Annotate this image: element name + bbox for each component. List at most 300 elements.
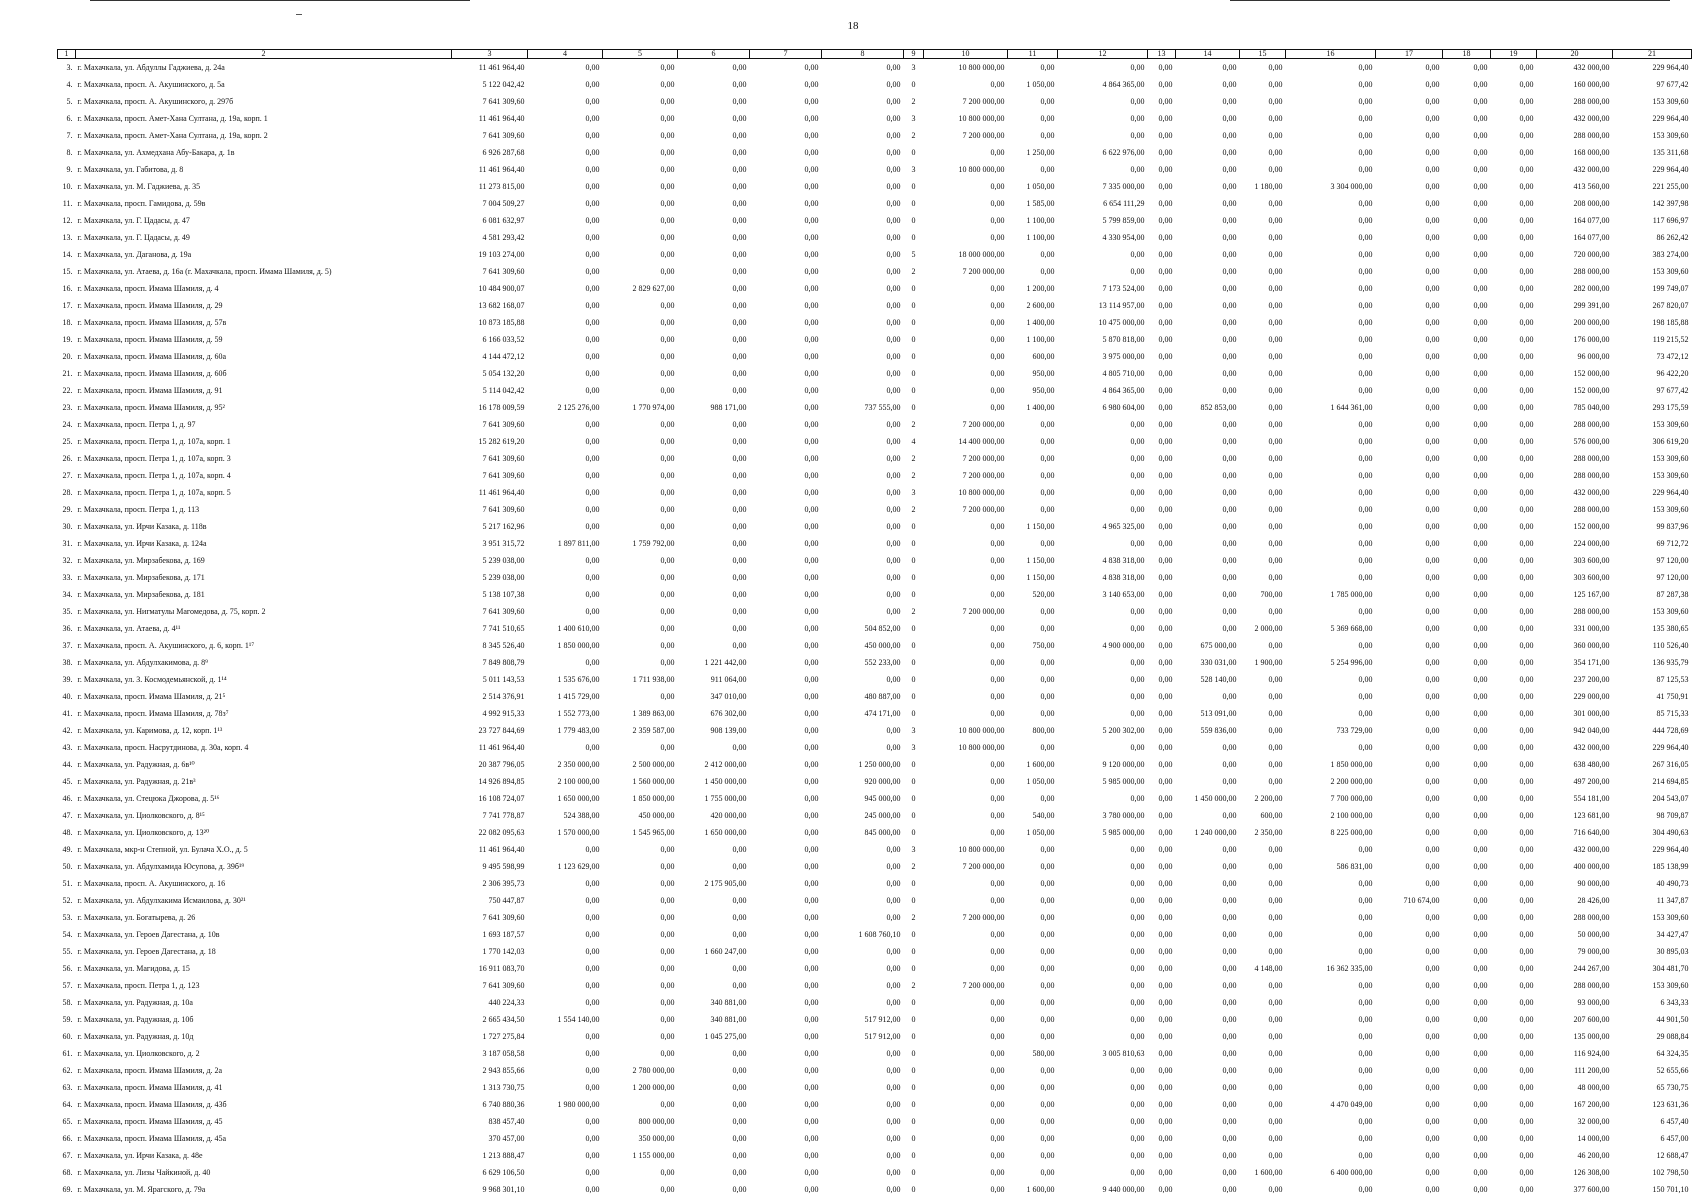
value-cell-col-19: 0,00	[1519, 641, 1534, 650]
value-cell-col-18: 0,00	[1473, 216, 1488, 225]
value-cell-col-3: 2 943 855,66	[482, 1066, 525, 1075]
address-cell: г. Махачкала, просп. Имама Шамиля, д. 45	[77, 1117, 223, 1126]
value-cell-col-11: 0,00	[1040, 845, 1055, 854]
value-cell-col-17: 0,00	[1425, 879, 1440, 888]
table-row	[58, 127, 1692, 144]
address-cell: г. Махачкала, ул. Радужная, д. 21в³	[77, 777, 196, 786]
row-number: 66.	[62, 1134, 73, 1143]
value-cell-col-15: 0,00	[1268, 845, 1283, 854]
value-cell-col-19: 0,00	[1519, 1100, 1534, 1109]
value-cell-col-12: 0,00	[1130, 981, 1145, 990]
value-cell-col-8: 0,00	[886, 1117, 901, 1126]
value-cell-col-16: 0,00	[1358, 165, 1373, 174]
value-cell-col-15: 0,00	[1268, 352, 1283, 361]
value-cell-col-5: 1 759 792,00	[632, 539, 675, 548]
value-cell-col-14: 0,00	[1222, 505, 1237, 514]
value-cell-col-17: 0,00	[1425, 148, 1440, 157]
value-cell-col-21: 119 215,52	[1652, 335, 1689, 344]
value-cell-col-20: 497 200,00	[1573, 777, 1610, 786]
table-row	[58, 654, 1692, 671]
capital-repair-table	[57, 49, 1692, 1198]
value-cell-col-17: 0,00	[1425, 777, 1440, 786]
value-cell-col-18: 0,00	[1473, 964, 1488, 973]
value-cell-col-8: 0,00	[886, 420, 901, 429]
value-cell-col-9: 5	[911, 250, 916, 259]
value-cell-col-12: 5 870 818,00	[1102, 335, 1145, 344]
value-cell-col-5: 0,00	[660, 573, 675, 582]
value-cell-col-11: 0,00	[1040, 1168, 1055, 1177]
table-row	[58, 943, 1692, 960]
value-cell-col-7: 0,00	[804, 114, 819, 123]
value-cell-col-10: 0,00	[990, 318, 1005, 327]
value-cell-col-3: 7 741 778,87	[482, 811, 525, 820]
table-row	[58, 909, 1692, 926]
value-cell-col-10: 0,00	[990, 1117, 1005, 1126]
value-cell-col-3: 11 461 964,40	[478, 743, 525, 752]
value-cell-col-21: 229 964,40	[1652, 165, 1689, 174]
value-cell-col-10: 0,00	[990, 386, 1005, 395]
column-header-6: 6	[678, 50, 750, 59]
value-cell-col-5: 0,00	[660, 1168, 675, 1177]
value-cell-col-16: 0,00	[1358, 573, 1373, 582]
value-cell-col-18: 0,00	[1473, 539, 1488, 548]
value-cell-col-14: 0,00	[1222, 233, 1237, 242]
row-number: 54.	[62, 930, 73, 939]
value-cell-col-4: 0,00	[585, 335, 600, 344]
value-cell-col-16: 2 100 000,00	[1330, 811, 1373, 820]
value-cell-col-10: 0,00	[990, 1134, 1005, 1143]
row-number: 48.	[62, 828, 73, 837]
value-cell-col-9: 0	[911, 1015, 916, 1024]
value-cell-col-13: 0,00	[1158, 607, 1173, 616]
value-cell-col-21: 97 120,00	[1656, 573, 1689, 582]
value-cell-col-15: 0,00	[1268, 131, 1283, 140]
value-cell-col-6: 2 175 905,00	[704, 879, 747, 888]
value-cell-col-5: 0,00	[660, 199, 675, 208]
value-cell-col-13: 0,00	[1158, 947, 1173, 956]
value-cell-col-9: 0	[911, 1134, 916, 1143]
value-cell-col-17: 0,00	[1425, 590, 1440, 599]
value-cell-col-9: 0	[911, 709, 916, 718]
value-cell-col-5: 0,00	[660, 1015, 675, 1024]
value-cell-col-5: 1 389 863,00	[632, 709, 675, 718]
value-cell-col-3: 15 282 619,20	[478, 437, 525, 446]
value-cell-col-19: 0,00	[1519, 301, 1534, 310]
value-cell-col-21: 153 309,60	[1652, 913, 1689, 922]
value-cell-col-11: 1 150,00	[1026, 522, 1055, 531]
value-cell-col-20: 432 000,00	[1573, 488, 1610, 497]
value-cell-col-11: 0,00	[1040, 794, 1055, 803]
value-cell-col-5: 0,00	[660, 947, 675, 956]
value-cell-col-8: 0,00	[886, 352, 901, 361]
value-cell-col-13: 0,00	[1158, 1049, 1173, 1058]
value-cell-col-3: 1 693 187,57	[482, 930, 525, 939]
value-cell-col-19: 0,00	[1519, 80, 1534, 89]
value-cell-col-3: 16 178 009,59	[478, 403, 525, 412]
value-cell-col-12: 3 780 000,00	[1102, 811, 1145, 820]
table-row	[58, 722, 1692, 739]
value-cell-col-17: 0,00	[1425, 437, 1440, 446]
value-cell-col-6: 0,00	[732, 1134, 747, 1143]
value-cell-col-21: 267 316,05	[1652, 760, 1689, 769]
value-cell-col-7: 0,00	[804, 726, 819, 735]
value-cell-col-12: 0,00	[1130, 539, 1145, 548]
value-cell-col-8: 0,00	[886, 182, 901, 191]
value-cell-col-21: 65 730,75	[1656, 1083, 1689, 1092]
value-cell-col-9: 3	[911, 63, 916, 72]
value-cell-col-12: 6 622 976,00	[1102, 148, 1145, 157]
value-cell-col-5: 1 770 974,00	[632, 403, 675, 412]
value-cell-col-20: 164 077,00	[1573, 216, 1610, 225]
value-cell-col-8: 737 555,00	[864, 403, 901, 412]
value-cell-col-10: 0,00	[990, 930, 1005, 939]
value-cell-col-16: 5 369 668,00	[1330, 624, 1373, 633]
value-cell-col-3: 11 461 964,40	[478, 488, 525, 497]
value-cell-col-10: 7 200 000,00	[962, 97, 1005, 106]
value-cell-col-13: 0,00	[1158, 386, 1173, 395]
value-cell-col-8: 0,00	[886, 675, 901, 684]
value-cell-col-15: 0,00	[1268, 284, 1283, 293]
value-cell-col-12: 0,00	[1130, 845, 1145, 854]
value-cell-col-14: 559 836,00	[1200, 726, 1237, 735]
value-cell-col-4: 0,00	[585, 301, 600, 310]
value-cell-col-6: 0,00	[732, 641, 747, 650]
value-cell-col-10: 0,00	[990, 1049, 1005, 1058]
value-cell-col-20: 32 000,00	[1577, 1117, 1610, 1126]
table-row	[58, 552, 1692, 569]
row-number: 39.	[62, 675, 73, 684]
value-cell-col-15: 0,00	[1268, 267, 1283, 276]
value-cell-col-18: 0,00	[1473, 607, 1488, 616]
value-cell-col-8: 0,00	[886, 454, 901, 463]
value-cell-col-9: 0	[911, 1066, 916, 1075]
value-cell-col-18: 0,00	[1473, 318, 1488, 327]
table-row	[58, 484, 1692, 501]
address-cell: г. Махачкала, просп. Насрутдинова, д. 30а, корп. 4	[77, 743, 249, 752]
value-cell-col-21: 86 262,42	[1656, 233, 1689, 242]
value-cell-col-17: 0,00	[1425, 182, 1440, 191]
value-cell-col-18: 0,00	[1473, 437, 1488, 446]
value-cell-col-8: 0,00	[886, 1151, 901, 1160]
value-cell-col-18: 0,00	[1473, 1117, 1488, 1126]
value-cell-col-13: 0,00	[1158, 148, 1173, 157]
value-cell-col-21: 142 397,98	[1652, 199, 1689, 208]
value-cell-col-19: 0,00	[1519, 386, 1534, 395]
value-cell-col-17: 0,00	[1425, 692, 1440, 701]
value-cell-col-20: 208 000,00	[1573, 199, 1610, 208]
value-cell-col-12: 0,00	[1130, 114, 1145, 123]
table-row	[58, 756, 1692, 773]
value-cell-col-9: 0	[911, 1117, 916, 1126]
row-number: 68.	[62, 1168, 73, 1177]
row-number: 6.	[66, 114, 73, 123]
row-number: 12.	[62, 216, 73, 225]
address-cell: г. Махачкала, просп. А. Акушинского, д. 6, корп. 1¹⁷	[77, 641, 255, 650]
value-cell-col-17: 0,00	[1425, 862, 1440, 871]
value-cell-col-3: 7 741 510,65	[482, 624, 525, 633]
value-cell-col-4: 0,00	[585, 1032, 600, 1041]
value-cell-col-4: 0,00	[585, 420, 600, 429]
address-cell: г. Махачкала, просп. А. Акушинского, д. 297б	[77, 97, 234, 106]
value-cell-col-18: 0,00	[1473, 930, 1488, 939]
value-cell-col-16: 0,00	[1358, 1049, 1373, 1058]
value-cell-col-13: 0,00	[1158, 641, 1173, 650]
value-cell-col-10: 0,00	[990, 1083, 1005, 1092]
value-cell-col-15: 1 600,00	[1254, 1168, 1283, 1177]
value-cell-col-7: 0,00	[804, 862, 819, 871]
value-cell-col-7: 0,00	[804, 1015, 819, 1024]
value-cell-col-17: 0,00	[1425, 726, 1440, 735]
value-cell-col-13: 0,00	[1158, 131, 1173, 140]
value-cell-col-10: 0,00	[990, 709, 1005, 718]
value-cell-col-15: 2 200,00	[1254, 794, 1283, 803]
row-number: 10.	[62, 182, 73, 191]
value-cell-col-13: 0,00	[1158, 1066, 1173, 1075]
value-cell-col-11: 1 250,00	[1026, 148, 1055, 157]
value-cell-col-15: 2 350,00	[1254, 828, 1283, 837]
value-cell-col-16: 0,00	[1358, 845, 1373, 854]
value-cell-col-11: 540,00	[1032, 811, 1055, 820]
value-cell-col-6: 0,00	[732, 284, 747, 293]
value-cell-col-20: 288 000,00	[1573, 607, 1610, 616]
value-cell-col-17: 0,00	[1425, 675, 1440, 684]
value-cell-col-14: 0,00	[1222, 352, 1237, 361]
value-cell-col-3: 13 682 168,07	[478, 301, 525, 310]
address-cell: г. Махачкала, просп. Имама Шамиля, д. 43б	[77, 1100, 227, 1109]
value-cell-col-12: 0,00	[1130, 250, 1145, 259]
value-cell-col-16: 0,00	[1358, 437, 1373, 446]
value-cell-col-14: 0,00	[1222, 539, 1237, 548]
address-cell: г. Махачкала, ул. Абдулхакима Исмаилова, д. 30²¹	[77, 896, 246, 905]
value-cell-col-21: 135 311,68	[1652, 148, 1689, 157]
value-cell-col-9: 0	[911, 1083, 916, 1092]
column-header-5: 5	[603, 50, 678, 59]
value-cell-col-9: 0	[911, 1032, 916, 1041]
value-cell-col-9: 0	[911, 148, 916, 157]
value-cell-col-16: 0,00	[1358, 505, 1373, 514]
value-cell-col-6: 0,00	[732, 165, 747, 174]
table-row	[58, 960, 1692, 977]
value-cell-col-4: 0,00	[585, 505, 600, 514]
value-cell-col-13: 0,00	[1158, 165, 1173, 174]
address-cell: г. Махачкала, ул. Циолковского, д. 2	[77, 1049, 200, 1058]
value-cell-col-14: 0,00	[1222, 590, 1237, 599]
value-cell-col-11: 1 050,00	[1026, 80, 1055, 89]
value-cell-col-17: 0,00	[1425, 1117, 1440, 1126]
value-cell-col-7: 0,00	[804, 352, 819, 361]
value-cell-col-12: 0,00	[1130, 1117, 1145, 1126]
value-cell-col-20: 96 000,00	[1577, 352, 1610, 361]
value-cell-col-11: 580,00	[1032, 1049, 1055, 1058]
value-cell-col-11: 0,00	[1040, 998, 1055, 1007]
value-cell-col-9: 0	[911, 352, 916, 361]
value-cell-col-20: 360 000,00	[1573, 641, 1610, 650]
value-cell-col-5: 0,00	[660, 896, 675, 905]
row-number: 69.	[62, 1185, 73, 1194]
value-cell-col-8: 0,00	[886, 1168, 901, 1177]
value-cell-col-9: 2	[911, 505, 916, 514]
value-cell-col-14: 0,00	[1222, 760, 1237, 769]
value-cell-col-8: 0,00	[886, 1134, 901, 1143]
value-cell-col-7: 0,00	[804, 1066, 819, 1075]
value-cell-col-4: 0,00	[585, 845, 600, 854]
value-cell-col-21: 229 964,40	[1652, 743, 1689, 752]
value-cell-col-6: 908 139,00	[710, 726, 747, 735]
value-cell-col-17: 0,00	[1425, 1168, 1440, 1177]
value-cell-col-19: 0,00	[1519, 624, 1534, 633]
address-cell: г. Махачкала, ул. Радужная, д. 10а	[77, 998, 193, 1007]
value-cell-col-17: 0,00	[1425, 709, 1440, 718]
value-cell-col-17: 0,00	[1425, 352, 1440, 361]
value-cell-col-18: 0,00	[1473, 267, 1488, 276]
value-cell-col-15: 0,00	[1268, 692, 1283, 701]
value-cell-col-12: 0,00	[1130, 1134, 1145, 1143]
value-cell-col-9: 2	[911, 471, 916, 480]
value-cell-col-5: 1 155 000,00	[632, 1151, 675, 1160]
value-cell-col-18: 0,00	[1473, 63, 1488, 72]
value-cell-col-15: 0,00	[1268, 1134, 1283, 1143]
value-cell-col-12: 13 114 957,00	[1098, 301, 1145, 310]
value-cell-col-5: 0,00	[660, 301, 675, 310]
value-cell-col-14: 0,00	[1222, 1100, 1237, 1109]
value-cell-col-21: 6 457,00	[1660, 1134, 1689, 1143]
value-cell-col-12: 0,00	[1130, 624, 1145, 633]
row-number: 27.	[62, 471, 73, 480]
value-cell-col-4: 0,00	[585, 1134, 600, 1143]
value-cell-col-8: 0,00	[886, 335, 901, 344]
table-row	[58, 450, 1692, 467]
value-cell-col-11: 1 600,00	[1026, 760, 1055, 769]
value-cell-col-12: 0,00	[1130, 879, 1145, 888]
value-cell-col-10: 0,00	[990, 284, 1005, 293]
value-cell-col-6: 0,00	[732, 250, 747, 259]
value-cell-col-6: 0,00	[732, 624, 747, 633]
value-cell-col-7: 0,00	[804, 165, 819, 174]
value-cell-col-4: 0,00	[585, 913, 600, 922]
value-cell-col-17: 0,00	[1425, 607, 1440, 616]
value-cell-col-9: 0	[911, 199, 916, 208]
value-cell-col-5: 0,00	[660, 80, 675, 89]
value-cell-col-19: 0,00	[1519, 913, 1534, 922]
value-cell-col-14: 0,00	[1222, 114, 1237, 123]
value-cell-col-15: 0,00	[1268, 573, 1283, 582]
value-cell-col-14: 0,00	[1222, 998, 1237, 1007]
row-number: 30.	[62, 522, 73, 531]
value-cell-col-6: 0,00	[732, 488, 747, 497]
value-cell-col-21: 69 712,72	[1656, 539, 1689, 548]
value-cell-col-16: 0,00	[1358, 709, 1373, 718]
value-cell-col-3: 19 103 274,00	[478, 250, 525, 259]
value-cell-col-20: 14 000,00	[1577, 1134, 1610, 1143]
value-cell-col-18: 0,00	[1473, 1032, 1488, 1041]
value-cell-col-6: 1 221 442,00	[704, 658, 747, 667]
value-cell-col-4: 1 123 629,00	[557, 862, 600, 871]
value-cell-col-15: 0,00	[1268, 233, 1283, 242]
value-cell-col-8: 0,00	[886, 726, 901, 735]
value-cell-col-7: 0,00	[804, 675, 819, 684]
value-cell-col-13: 0,00	[1158, 675, 1173, 684]
address-cell: г. Махачкала, ул. Мирзабекова, д. 169	[77, 556, 205, 565]
value-cell-col-15: 0,00	[1268, 1117, 1283, 1126]
value-cell-col-20: 125 167,00	[1573, 590, 1610, 599]
value-cell-col-6: 988 171,00	[710, 403, 747, 412]
value-cell-col-20: 377 600,00	[1573, 1185, 1610, 1194]
value-cell-col-10: 0,00	[990, 794, 1005, 803]
value-cell-col-19: 0,00	[1519, 709, 1534, 718]
value-cell-col-14: 0,00	[1222, 1117, 1237, 1126]
value-cell-col-20: 152 000,00	[1573, 369, 1610, 378]
page-number: 18	[847, 20, 859, 32]
value-cell-col-19: 0,00	[1519, 964, 1534, 973]
value-cell-col-19: 0,00	[1519, 318, 1534, 327]
address-cell: г. Махачкала, просп. Амет-Хана Султана, д. 19а, корп. 2	[77, 131, 268, 140]
value-cell-col-3: 2 514 376,91	[482, 692, 525, 701]
table-row	[58, 93, 1692, 110]
value-cell-col-19: 0,00	[1519, 250, 1534, 259]
value-cell-col-3: 4 581 293,42	[482, 233, 525, 242]
value-cell-col-6: 347 010,00	[710, 692, 747, 701]
value-cell-col-6: 0,00	[732, 1168, 747, 1177]
value-cell-col-19: 0,00	[1519, 182, 1534, 191]
value-cell-col-9: 0	[911, 539, 916, 548]
value-cell-col-12: 6 980 604,00	[1102, 403, 1145, 412]
value-cell-col-8: 0,00	[886, 80, 901, 89]
value-cell-col-13: 0,00	[1158, 488, 1173, 497]
value-cell-col-7: 0,00	[804, 845, 819, 854]
value-cell-col-19: 0,00	[1519, 199, 1534, 208]
value-cell-col-18: 0,00	[1473, 1083, 1488, 1092]
value-cell-col-17: 0,00	[1425, 250, 1440, 259]
address-cell: г. Махачкала, просп. Петра 1, д. 113	[77, 505, 200, 514]
value-cell-col-6: 0,00	[732, 573, 747, 582]
value-cell-col-5: 0,00	[660, 335, 675, 344]
value-cell-col-7: 0,00	[804, 233, 819, 242]
value-cell-col-18: 0,00	[1473, 80, 1488, 89]
address-cell: г. Махачкала, ул. Атаева, д. 4¹¹	[77, 624, 181, 633]
value-cell-col-12: 4 805 710,00	[1102, 369, 1145, 378]
value-cell-col-19: 0,00	[1519, 1066, 1534, 1075]
value-cell-col-16: 2 200 000,00	[1330, 777, 1373, 786]
row-number: 4.	[66, 80, 73, 89]
value-cell-col-5: 0,00	[660, 845, 675, 854]
table-row	[58, 399, 1692, 416]
address-cell: г. Махачкала, ул. Даганова, д. 19а	[77, 250, 192, 259]
value-cell-col-17: 710 674,00	[1403, 896, 1440, 905]
value-cell-col-13: 0,00	[1158, 471, 1173, 480]
value-cell-col-6: 0,00	[732, 505, 747, 514]
value-cell-col-17: 0,00	[1425, 233, 1440, 242]
value-cell-col-6: 911 064,00	[710, 675, 747, 684]
value-cell-col-8: 0,00	[886, 556, 901, 565]
value-cell-col-9: 0	[911, 794, 916, 803]
value-cell-col-12: 0,00	[1130, 1083, 1145, 1092]
value-cell-col-6: 676 302,00	[710, 709, 747, 718]
value-cell-col-15: 0,00	[1268, 896, 1283, 905]
value-cell-col-10: 0,00	[990, 811, 1005, 820]
value-cell-col-3: 7 641 309,60	[482, 981, 525, 990]
value-cell-col-5: 0,00	[660, 1100, 675, 1109]
table-row	[58, 586, 1692, 603]
value-cell-col-7: 0,00	[804, 1032, 819, 1041]
value-cell-col-9: 2	[911, 981, 916, 990]
value-cell-col-7: 0,00	[804, 505, 819, 514]
table-row	[58, 1062, 1692, 1079]
value-cell-col-3: 5 217 162,96	[482, 522, 525, 531]
value-cell-col-16: 586 831,00	[1336, 862, 1373, 871]
value-cell-col-7: 0,00	[804, 624, 819, 633]
value-cell-col-14: 0,00	[1222, 488, 1237, 497]
address-cell: г. Махачкала, просп. Амет-Хана Султана, д. 19а, корп. 1	[77, 114, 268, 123]
